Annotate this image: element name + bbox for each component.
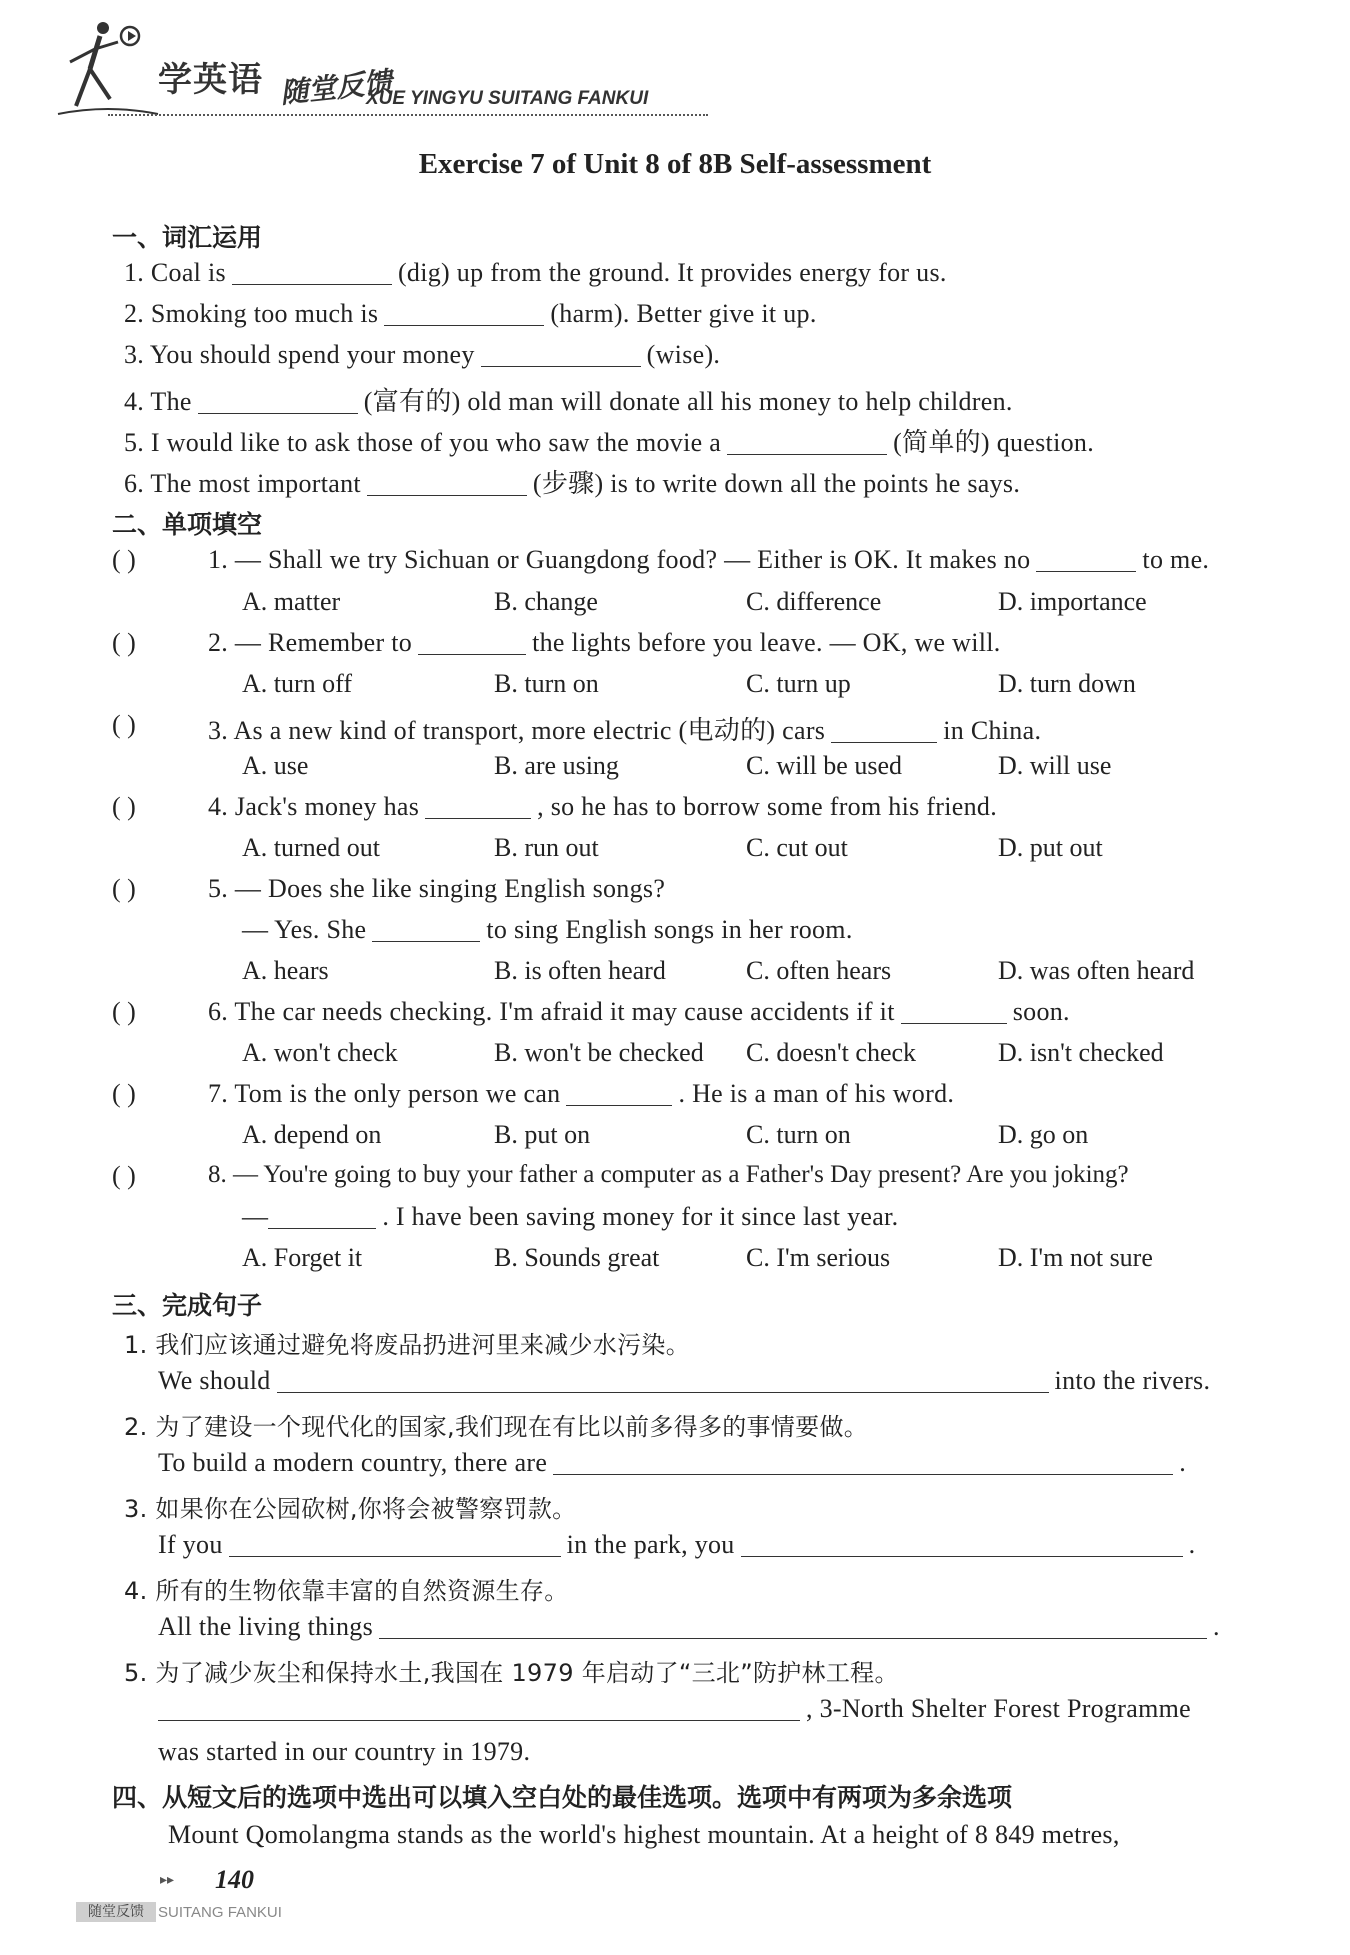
answer-parens[interactable]: ( ) [112,997,136,1026]
option-c[interactable]: C. difference [746,587,882,616]
section2-heading: 二、单项填空 [112,510,263,539]
sentence-1-chinese: 1. 我们应该通过避免将废品扔进河里来减少水污染。 [124,1331,691,1359]
vocab-item-5: 5. I would like to ask those of you who saw the movie a (简单的) question. [124,428,1094,457]
mc-question-4: 4. Jack's money has , so he has to borrow some from his friend. [208,792,998,821]
answer-line[interactable] [158,1694,800,1721]
option-c[interactable]: C. will be used [746,751,902,780]
footer-label-cn: 随堂反馈 [76,1902,156,1922]
section4-heading: 四、从短文后的选项中选出可以填入空白处的最佳选项。选项中有两项为多余选项 [112,1783,1013,1812]
answer-parens[interactable]: ( ) [112,874,136,903]
sentence-5-english: , 3-North Shelter Forest Programme [158,1694,1191,1724]
option-b[interactable]: B. change [494,587,598,616]
sentence-3-chinese: 3. 如果你在公园砍树,你将会被警察罚款。 [124,1495,577,1523]
option-c[interactable]: C. turn up [746,669,851,698]
option-b[interactable]: B. won't be checked [494,1038,704,1067]
mc-question-5: 5. — Does she like singing English songs? [208,874,666,903]
option-a[interactable]: A. turn off [242,669,353,698]
page-number: 140 [215,1865,254,1894]
answer-parens[interactable]: ( ) [112,1161,136,1190]
mc-question-5-line2: — Yes. She to sing English songs in her room. [242,915,853,944]
answer-blank [418,628,526,655]
header-title-cn: 学英语 [158,60,263,100]
answer-blank[interactable] [232,258,392,285]
option-b[interactable]: B. are using [494,751,619,780]
option-d[interactable]: D. importance [998,587,1147,616]
option-d[interactable]: D. turn down [998,669,1136,698]
option-d[interactable]: D. isn't checked [998,1038,1164,1067]
option-a[interactable]: A. won't check [242,1038,398,1067]
option-c[interactable]: C. I'm serious [746,1243,891,1272]
answer-parens[interactable]: ( ) [112,628,136,657]
vocab-item-2: 2. Smoking too much is (harm). Better give it up. [124,299,817,328]
sentence-4-chinese: 4. 所有的生物依靠丰富的自然资源生存。 [124,1577,569,1605]
option-a[interactable]: A. matter [242,587,341,616]
answer-blank [372,915,480,942]
section1-heading: 一、词汇运用 [112,223,263,252]
answer-parens[interactable]: ( ) [112,710,136,739]
header-title-en: XUE YINGYU SUITANG FANKUI [366,88,649,109]
option-a[interactable]: A. turned out [242,833,380,862]
mc-question-7: 7. Tom is the only person we can . He is a man of his word. [208,1079,955,1108]
answer-parens[interactable]: ( ) [112,1079,136,1108]
answer-line[interactable] [277,1366,1049,1393]
page-header [48,14,688,124]
footer-label-en: SUITANG FANKUI [158,1904,282,1921]
option-b[interactable]: B. run out [494,833,599,862]
option-a[interactable]: A. depend on [242,1120,382,1149]
answer-blank[interactable] [384,299,544,326]
answer-parens[interactable]: ( ) [112,545,136,574]
sentence-4-english: All the living things . [158,1612,1220,1641]
header-divider [108,114,708,116]
mc-question-2: 2. — Remember to the lights before you leave. — OK, we will. [208,628,1001,657]
option-d[interactable]: D. put out [998,833,1103,862]
answer-blank [425,792,531,819]
sentence-3-english: If you in the park, you . [158,1530,1196,1559]
answer-blank[interactable] [367,469,527,496]
arrow-icon: ▸▸ [160,1872,175,1888]
option-a[interactable]: A. Forget it [242,1243,363,1272]
option-d[interactable]: D. will use [998,751,1112,780]
answer-line[interactable] [229,1530,561,1557]
mc-question-1: 1. — Shall we try Sichuan or Guangdong food? — Either is OK. It makes no to me. [208,545,1210,574]
answer-line[interactable] [553,1448,1173,1475]
answer-line[interactable] [379,1612,1207,1639]
answer-blank [268,1202,376,1229]
option-d[interactable]: D. go on [998,1120,1089,1149]
option-b[interactable]: B. turn on [494,669,599,698]
mc-question-6: 6. The car needs checking. I'm afraid it may cause accidents if it soon. [208,997,1070,1026]
answer-blank [901,997,1007,1024]
mc-question-3: 3. As a new kind of transport, more electric (电动的) cars in China. [208,716,1042,745]
answer-blank[interactable] [198,387,358,414]
answer-blank [1036,545,1136,572]
option-c[interactable]: C. doesn't check [746,1038,917,1067]
answer-blank[interactable] [727,428,887,455]
answer-line[interactable] [741,1530,1183,1557]
mc-question-8: 8. — You're going to buy your father a computer as a Father's Day present? Are you joking? [208,1161,1129,1188]
sentence-2-english: To build a modern country, there are . [158,1448,1187,1477]
mc-question-8-line2: — . I have been saving money for it since last year. [242,1202,899,1231]
vocab-item-6: 6. The most important (步骤) is to write down all the points he says. [124,469,1021,498]
passage-text: Mount Qomolangma stands as the world's highest mountain. At a height of 8 849 metres, [168,1820,1120,1849]
vocab-item-4: 4. The (富有的) old man will donate all his money to help children. [124,387,1013,416]
option-b[interactable]: B. is often heard [494,956,666,985]
option-b[interactable]: B. Sounds great [494,1243,660,1272]
sentence-2-chinese: 2. 为了建设一个现代化的国家,我们现在有比以前多得多的事情要做。 [124,1413,869,1441]
option-c[interactable]: C. often hears [746,956,892,985]
answer-blank [831,716,937,743]
answer-blank [566,1079,672,1106]
option-a[interactable]: A. use [242,751,309,780]
header-subtitle-cn: 随堂反馈 [278,65,394,110]
sentence-5-english-line2: was started in our country in 1979. [158,1737,531,1766]
sentence-5-chinese: 5. 为了减少灰尘和保持水土,我国在 1979 年启动了“三北”防护林工程。 [124,1659,899,1687]
option-c[interactable]: C. turn on [746,1120,851,1149]
answer-blank[interactable] [481,340,641,367]
sentence-1-english: We should into the rivers. [158,1366,1211,1395]
option-d[interactable]: D. was often heard [998,956,1195,985]
option-c[interactable]: C. cut out [746,833,848,862]
section3-heading: 三、完成句子 [112,1291,263,1320]
vocab-item-1: 1. Coal is (dig) up from the ground. It provides energy for us. [124,258,947,287]
answer-parens[interactable]: ( ) [112,792,136,821]
page-title: Exercise 7 of Unit 8 of 8B Self-assessment [418,148,932,180]
option-b[interactable]: B. put on [494,1120,591,1149]
option-d[interactable]: D. I'm not sure [998,1243,1153,1272]
vocab-item-3: 3. You should spend your money (wise). [124,340,721,369]
option-a[interactable]: A. hears [242,956,329,985]
